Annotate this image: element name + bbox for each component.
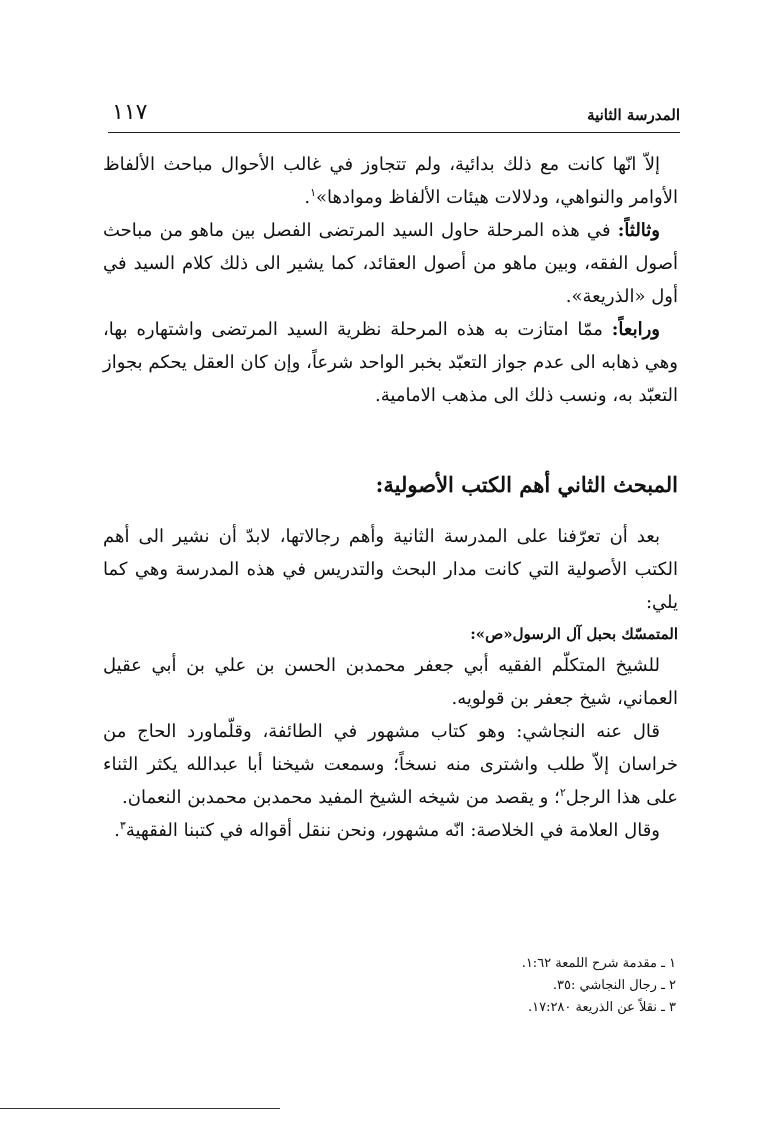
allama-quote xyxy=(103,814,678,847)
quote-end: ؛ و يقصد من شيخه الشيخ المفيد محمدبن محمدبن النعمان. xyxy=(122,787,560,808)
paragraph-lead: ورابعاً: xyxy=(611,319,660,340)
footnote-3: ٣ ـ نقلاً عن الذريعة ١٧:٢٨٠. xyxy=(527,1000,676,1015)
top-text-block xyxy=(103,148,678,412)
quote-text: قال عنه النجاشي: وهو كتاب مشهور في الطائفة، وقلّماورد الحاج من خراسان إلاّ طلب واشترى منه نسخاً؛ وسمعت شيخنا أبا عبدالله يكثر الثناء على هذا الرجل xyxy=(103,721,678,808)
running-title: المدرسة الثانية xyxy=(587,106,680,124)
footnote-1: ١ ـ مقدمة شرح اللمعة ١:٦٢. xyxy=(521,956,676,971)
paragraph-continuation xyxy=(103,148,678,214)
paragraph-end: . xyxy=(304,187,311,208)
footnotes xyxy=(376,953,676,1019)
paragraph-thirdly xyxy=(103,214,678,313)
footnote-ref-3: ٣ xyxy=(119,819,126,832)
footnote-2: ٢ ـ رجال النجاشي :٣٥. xyxy=(552,978,676,993)
najashi-quote xyxy=(103,715,678,814)
paragraph-text: إلاّ انّها كانت مع ذلك بدائية، ولم تتجاوز في غالب الأحوال مباحث الألفاظ الأوامر والنواهي، ودلالات هيئات الألفاظ وموادها» xyxy=(103,154,678,208)
page-number: ١١٧ xyxy=(112,100,148,125)
footnote-ref-1: ١ xyxy=(310,186,317,199)
footnote-ref-2: ٢ xyxy=(559,786,566,799)
paragraph-fourthly xyxy=(103,313,678,412)
book-author: للشيخ المتكلّم الفقيه أبي جعفر محمدبن الحسن بن علي بن أبي عقيل العماني، شيخ جعفر بن قولويه. xyxy=(103,655,678,709)
paragraph-lead: وثالثاً: xyxy=(617,220,660,241)
section-text-block xyxy=(103,520,678,847)
paragraph-text: ممّا امتازت به هذه المرحلة نظرية السيد المرتضى واشتهاره بها، وهي ذهابه الى عدم جواز التعبّد بخبر الواحد شرعاً، وإن كان العقل يحكم بجواز التعبّد به، ونسب ذلك الى مذهب الامامية. xyxy=(103,319,678,406)
paragraph-text: في هذه المرحلة حاول السيد المرتضى الفصل بين ماهو من مباحث أصول الفقه، وبين ماهو من أصول العقائد، كما يشير الى ذلك كلام السيد في أول «الذريعة». xyxy=(103,220,678,307)
section-heading: المبحث الثاني أهم الكتب الأصولية: xyxy=(375,472,678,497)
page-header xyxy=(108,100,680,133)
quote-text: وقال العلامة في الخلاصة: انّه مشهور، ونحن ننقل أقواله في كتبنا الفقهية xyxy=(125,820,660,841)
bottom-rule xyxy=(0,1108,280,1109)
section-intro: بعد أن تعرّفنا على المدرسة الثانية وأهم رجالاتها، لابدّ أن نشير الى أهم الكتب الأصولية التي كانت مدار البحث والتدريس في هذه المدرسة وهي كما يلي: xyxy=(103,526,678,613)
book-title: المتمسّك بحبل آل الرسول«ص»: xyxy=(470,625,678,643)
quote-end: . xyxy=(114,820,120,841)
